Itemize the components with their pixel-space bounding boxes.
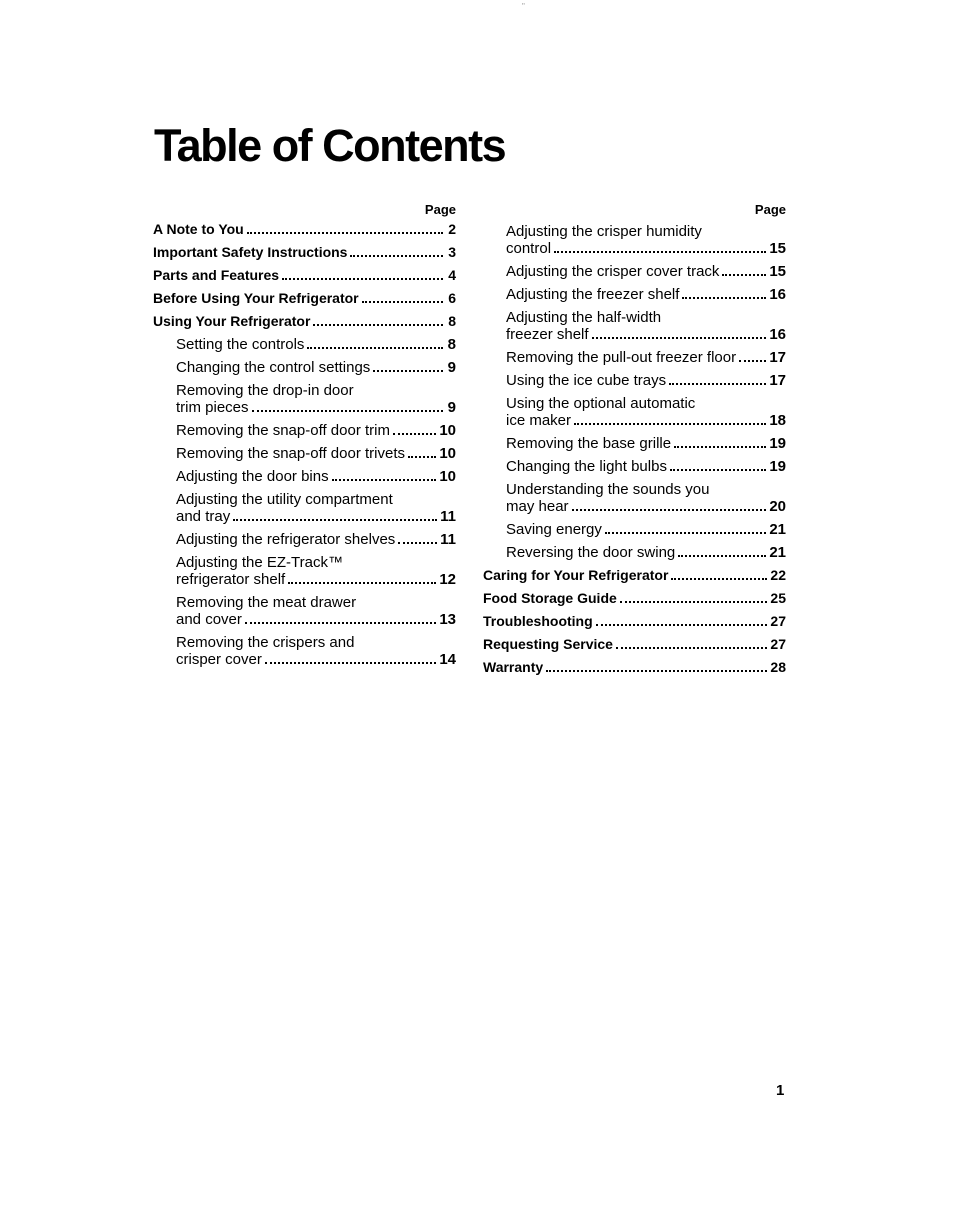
dot-leader: [722, 264, 766, 276]
toc-entry-line: [506, 544, 786, 561]
toc-entry-page: 16: [769, 326, 786, 343]
dot-leader: [670, 459, 766, 471]
toc-entry-title: Using Your Refrigerator: [153, 313, 311, 329]
toc-entry-title-line1: Removing the crispers and: [176, 634, 355, 651]
dot-leader: [739, 350, 766, 362]
toc-entry-page: 19: [769, 458, 786, 475]
toc-entry-page: 10: [439, 468, 456, 485]
toc-entry-title: refrigerator shelf: [176, 571, 286, 588]
toc-entry-line: [506, 458, 786, 475]
toc-entry-page: 3: [448, 244, 456, 260]
toc-entry: [506, 435, 786, 452]
toc-entry-title: Reversing the door swing: [506, 544, 676, 561]
toc-entry-page: 13: [439, 611, 456, 628]
toc-entry-title: Food Storage Guide: [483, 590, 617, 606]
toc-entry-line: [483, 590, 786, 607]
toc-entry-title: Requesting Service: [483, 636, 613, 652]
toc-entry-page: 17: [769, 372, 786, 389]
toc-entry: [483, 567, 786, 584]
dot-leader: [620, 591, 768, 603]
toc-entry: [153, 313, 456, 330]
toc-entry-title: Important Safety Instructions: [153, 244, 348, 260]
dot-leader: [678, 545, 766, 557]
toc-entry: [176, 594, 456, 628]
toc-entry-line: [506, 412, 786, 429]
toc-entry-page: 10: [439, 445, 456, 462]
toc-entry: [176, 422, 456, 439]
toc-entry-line: [176, 611, 456, 628]
toc-entry-page: 19: [769, 435, 786, 452]
toc-entry-line: [153, 267, 456, 284]
toc-entry-title: Adjusting the door bins: [176, 468, 329, 485]
dot-leader: [373, 360, 443, 372]
toc-entry-page: 11: [440, 531, 456, 548]
dot-leader: [616, 637, 767, 649]
toc-entry-title: ice maker: [506, 412, 572, 429]
toc-entry-page: 16: [769, 286, 786, 303]
toc-entry-page: 14: [439, 651, 456, 668]
toc-entry-line: [506, 240, 786, 257]
toc-entry-page: 21: [769, 544, 786, 561]
toc-entry-line: [176, 571, 456, 588]
toc-entry-title: control: [506, 240, 552, 257]
toc-entry-page: 9: [447, 359, 456, 376]
toc-entry-title: Adjusting the freezer shelf: [506, 286, 680, 303]
dot-leader: [288, 572, 436, 584]
toc-entry-line: [153, 290, 456, 307]
toc-right-column: [483, 202, 786, 676]
toc-entry: [176, 468, 456, 485]
dot-leader: [307, 337, 443, 349]
dot-leader: [674, 436, 766, 448]
toc-entry: [176, 336, 456, 353]
toc-entry-line: [176, 359, 456, 376]
toc-entry: [176, 554, 456, 588]
toc-entry-page: 27: [770, 613, 786, 629]
toc-entry: [153, 290, 456, 307]
toc-entry-page: 21: [769, 521, 786, 538]
toc-entry-title: Parts and Features: [153, 267, 280, 283]
toc-entry-title-line1: Using the optional automatic: [506, 395, 696, 412]
toc-entry-page: 11: [440, 508, 456, 525]
toc-entry-line: [506, 349, 786, 366]
toc-entry-title: crisper cover: [176, 651, 262, 668]
toc-entry-line: [506, 435, 786, 452]
toc-entry-page: 15: [769, 240, 786, 257]
toc-entry-line: [483, 636, 786, 653]
toc-entry-title-line1: Adjusting the EZ-Track™: [176, 554, 343, 571]
toc-entry: [153, 244, 456, 261]
toc-entry: [506, 349, 786, 366]
toc-entry-title: trim pieces: [176, 399, 249, 416]
toc-entry-page: 17: [769, 349, 786, 366]
toc-entry-title: Removing the pull-out freezer floor: [506, 349, 737, 366]
toc-entry-title-line1: Adjusting the utility compartment: [176, 491, 393, 508]
toc-entry: [153, 221, 456, 238]
toc-entry-title: Adjusting the crisper cover track: [506, 263, 720, 280]
toc-entry: [506, 263, 786, 280]
toc-entry-page: 2: [448, 221, 456, 237]
toc-entry-line: [483, 659, 786, 676]
toc-entry-page: 27: [770, 636, 786, 652]
toc-entry: [483, 590, 786, 607]
toc-entry: [506, 309, 786, 343]
toc-entry: [176, 445, 456, 462]
toc-entry-line: [506, 498, 786, 515]
toc-entry: [506, 286, 786, 303]
toc-entry-page: 12: [439, 571, 456, 588]
toc-entry-line: [506, 372, 786, 389]
page-column-header: Page: [424, 202, 456, 217]
toc-entry-line: [176, 445, 456, 462]
dot-leader: [247, 222, 443, 234]
dot-leader: [671, 568, 767, 580]
dot-leader: [592, 327, 767, 339]
dot-leader: [596, 614, 768, 626]
dot-leader: [669, 373, 766, 385]
toc-entry-line: [153, 313, 456, 330]
page-column-header: Page: [754, 202, 786, 217]
dot-leader: [682, 287, 766, 299]
toc-entry-line: [506, 326, 786, 343]
toc-entry: [176, 531, 456, 548]
toc-entry-title-line1: Adjusting the crisper humidity: [506, 223, 702, 240]
toc-entry-page: 25: [770, 590, 786, 606]
toc-entry: [483, 659, 786, 676]
toc-entry-line: [483, 613, 786, 630]
toc-entry: [506, 372, 786, 389]
toc-entry-page: 22: [770, 567, 786, 583]
dot-leader: [313, 314, 443, 326]
toc-entry: [483, 636, 786, 653]
toc-left-list: [153, 221, 456, 668]
toc-entry-title: and cover: [176, 611, 242, 628]
toc-entry: [176, 382, 456, 416]
dot-leader: [245, 612, 436, 624]
toc-entry-title: Removing the base grille: [506, 435, 672, 452]
dot-leader: [398, 532, 437, 544]
toc-entry-title: Before Using Your Refrigerator: [153, 290, 359, 306]
toc-entry-line: [176, 468, 456, 485]
toc-entry-line: [176, 531, 456, 548]
toc-entry: [506, 223, 786, 257]
toc-entry-page: 8: [448, 313, 456, 329]
toc-entry-title-line1: Removing the meat drawer: [176, 594, 357, 611]
toc-entry: [506, 481, 786, 515]
toc-entry: [506, 395, 786, 429]
toc-entry-line: [483, 567, 786, 584]
toc-entry: [153, 267, 456, 284]
page-title: Table of Contents: [154, 120, 506, 171]
dot-leader: [362, 291, 443, 303]
toc-entry-page: 15: [769, 263, 786, 280]
toc-entry-page: 20: [769, 498, 786, 515]
toc-entry-title: Removing the snap-off door trim: [176, 422, 390, 439]
toc-entry-line: [153, 244, 456, 261]
dot-leader: [554, 241, 766, 253]
toc-entry-title: Adjusting the refrigerator shelves: [176, 531, 396, 548]
dot-leader: [408, 446, 436, 458]
toc-entry-page: 8: [447, 336, 456, 353]
toc-entry-title-line1: Understanding the sounds you: [506, 481, 710, 498]
toc-entry: [506, 521, 786, 538]
dot-leader: [572, 499, 767, 511]
toc-entry-title: A Note to You: [153, 221, 244, 237]
dot-leader: [350, 245, 443, 257]
toc-entry-title: Changing the control settings: [176, 359, 371, 376]
toc-entry-line: [506, 521, 786, 538]
toc-entry-line: [176, 422, 456, 439]
toc-entry-title: Changing the light bulbs: [506, 458, 667, 475]
toc-entry: [506, 544, 786, 561]
toc-entry-title: Using the ice cube trays: [506, 372, 667, 389]
toc-entry-title: may hear: [506, 498, 569, 515]
toc-entry-page: 6: [448, 290, 456, 306]
toc-entry-page: 4: [448, 267, 456, 283]
toc-entry-page: 9: [447, 399, 456, 416]
toc-entry-page: 28: [770, 659, 786, 675]
dot-leader: [332, 469, 437, 481]
toc-entry-title: and tray: [176, 508, 231, 525]
dot-leader: [233, 509, 437, 521]
dot-leader: [546, 660, 767, 672]
toc-left-column: [153, 202, 456, 668]
toc-entry-title: Setting the controls: [176, 336, 305, 353]
toc-entry-title: Removing the snap-off door trivets: [176, 445, 406, 462]
toc-entry-page: 18: [769, 412, 786, 429]
toc-entry-title-line1: Removing the drop-in door: [176, 382, 354, 399]
top-mark: ": [522, 2, 525, 11]
toc-entry-line: [506, 286, 786, 303]
toc-entry: [176, 491, 456, 525]
dot-leader: [393, 423, 436, 435]
toc-entry: [483, 613, 786, 630]
toc-entry-line: [176, 399, 456, 416]
toc-entry-line: [176, 336, 456, 353]
page-number: 1: [776, 1082, 785, 1099]
toc-entry-line: [153, 221, 456, 238]
dot-leader: [574, 413, 766, 425]
dot-leader: [605, 522, 766, 534]
toc-entry-title: freezer shelf: [506, 326, 589, 343]
toc-entry-line: [506, 263, 786, 280]
dot-leader: [282, 268, 443, 280]
dot-leader: [252, 400, 443, 412]
toc-entry-title-line1: Adjusting the half-width: [506, 309, 662, 326]
toc-entry-title: Caring for Your Refrigerator: [483, 567, 669, 583]
toc-entry-title: Saving energy: [506, 521, 602, 538]
toc-entry-line: [176, 508, 456, 525]
toc-entry: [506, 458, 786, 475]
dot-leader: [265, 652, 436, 664]
toc-entry-title: Warranty: [483, 659, 544, 675]
toc-entry-line: [176, 651, 456, 668]
toc-entry: [176, 359, 456, 376]
toc-entry-page: 10: [439, 422, 456, 439]
toc-entry-title: Troubleshooting: [483, 613, 593, 629]
toc-right-list: [483, 223, 786, 676]
toc-entry: [176, 634, 456, 668]
